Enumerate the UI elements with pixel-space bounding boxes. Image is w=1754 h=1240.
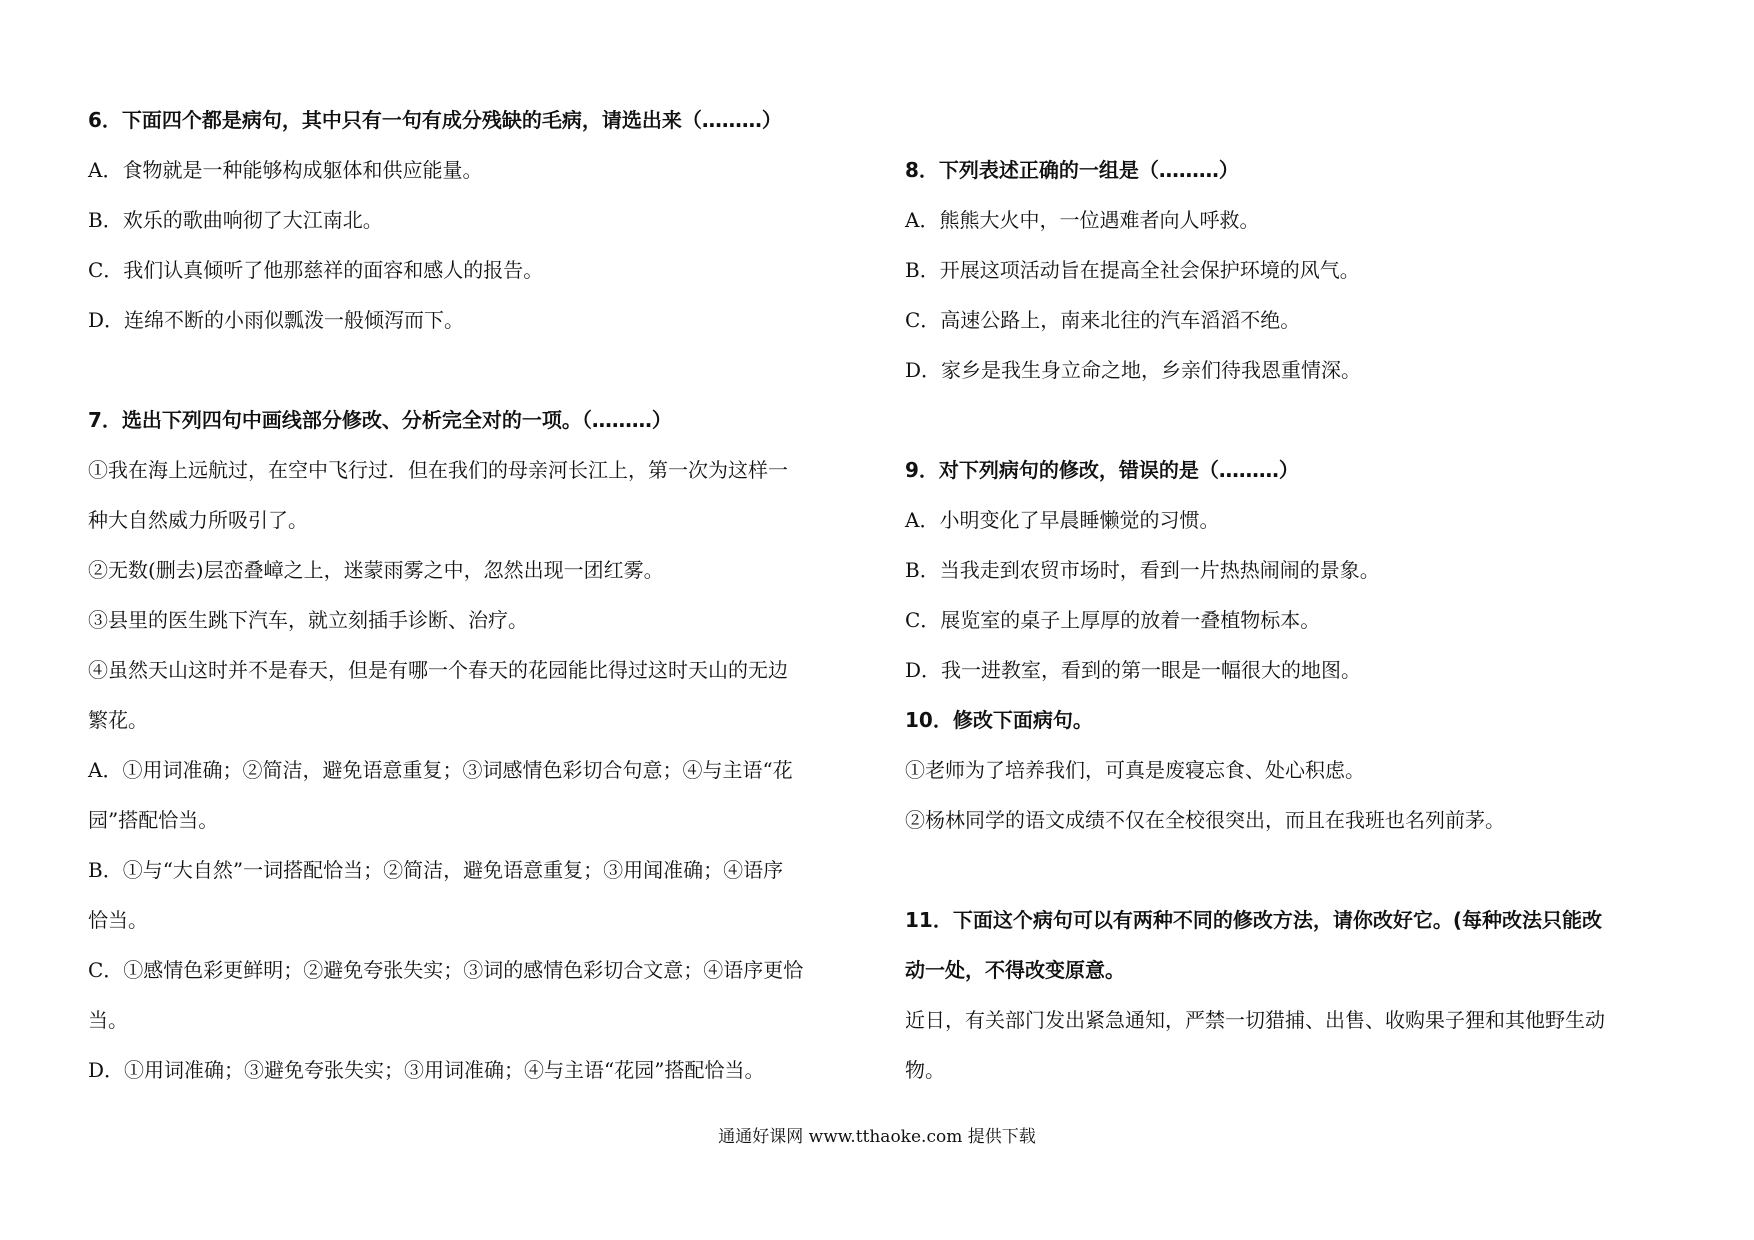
- question-6-option-c: C．我们认真倾听了他那慈祥的面容和感人的报告。: [88, 258, 544, 282]
- question-11-sentence-2: 物。: [905, 1058, 945, 1082]
- question-7-sentence-2: ②无数(删去)层峦叠嶂之上，迷蒙雨雾之中，忽然出现一团红雾。: [88, 558, 664, 582]
- right-column: [905, 145, 1685, 1095]
- question-7-option-c2: 当。: [88, 1008, 128, 1032]
- question-6-option-d: D．连绵不断的小雨似瓢泼一般倾泻而下。: [88, 308, 465, 332]
- question-7-sentence-1b: 种大自然威力所吸引了。: [88, 508, 308, 532]
- question-9-option-b: B．当我走到农贸市场时，看到一片热热闹闹的景象。: [905, 558, 1380, 582]
- question-9-option-d: D．我一进教室，看到的第一眼是一幅很大的地图。: [905, 658, 1362, 682]
- question-11-title-2: 动一处，不得改变原意。: [905, 958, 1125, 982]
- question-6-title: 6．下面四个都是病句，其中只有一句有成分残缺的毛病，请选出来（………）: [88, 108, 782, 132]
- question-9-title: 9．对下列病句的修改，错误的是（………）: [905, 458, 1299, 482]
- question-7-sentence-4a: ④虽然天山这时并不是春天，但是有哪一个春天的花园能比得过这时天山的无边: [88, 658, 788, 682]
- question-7-option-b1: B．①与“大自然”一词搭配恰当；②简洁，避免语意重复；③用闻准确；④语序: [88, 858, 784, 882]
- question-7-option-d: D．①用词准确；③避免夸张失实；③用词准确；④与主语“花园”搭配恰当。: [88, 1058, 765, 1082]
- question-8-option-d: D．家乡是我生身立命之地，乡亲们待我恩重情深。: [905, 358, 1362, 382]
- footer-text: 通通好课网 www.tthaoke.com 提供下载: [718, 1127, 1036, 1147]
- left-column: [88, 95, 878, 1095]
- question-6-option-a: A．食物就是一种能够构成躯体和供应能量。: [88, 158, 483, 182]
- question-10-sentence-2: ②杨林同学的语文成绩不仅在全校很突出，而且在我班也名列前茅。: [905, 808, 1505, 832]
- spacer: [88, 345, 878, 395]
- question-8-option-b: B．开展这项活动旨在提高全社会保护环境的风气。: [905, 258, 1360, 282]
- question-7-option-a1: A．①用词准确；②简洁，避免语意重复；③词感情色彩切合句意；④与主语“花: [88, 758, 793, 782]
- question-11-title-1: 11．下面这个病句可以有两种不同的修改方法，请你改好它。(每种改法只能改: [905, 908, 1602, 932]
- question-7-sentence-3: ③县里的医生跳下汽车，就立刻插手诊断、治疗。: [88, 608, 528, 632]
- spacer: [905, 395, 1685, 445]
- question-7-sentence-4b: 繁花。: [88, 708, 148, 732]
- question-11-sentence-1: 近日，有关部门发出紧急通知，严禁一切猎捕、出售、收购果子狸和其他野生动: [905, 1008, 1605, 1032]
- question-7-option-a2: 园”搭配恰当。: [88, 808, 219, 832]
- question-7-sentence-1a: ①我在海上远航过，在空中飞行过．但在我们的母亲河长江上，第一次为这样一: [88, 458, 788, 482]
- question-8-title: 8．下列表述正确的一组是（………）: [905, 158, 1239, 182]
- question-9-option-c: C．展览室的桌子上厚厚的放着一叠植物标本。: [905, 608, 1321, 632]
- question-7-option-c1: C．①感情色彩更鲜明；②避免夸张失实；③词的感情色彩切合文意；④语序更恰: [88, 958, 804, 982]
- question-7-option-b2: 恰当。: [88, 908, 148, 932]
- question-8-option-a: A．熊熊大火中，一位遇难者向人呼救。: [905, 208, 1260, 232]
- question-6-option-b: B．欢乐的歌曲响彻了大江南北。: [88, 208, 383, 232]
- question-10-sentence-1: ①老师为了培养我们，可真是废寝忘食、处心积虑。: [905, 758, 1365, 782]
- question-10-title: 10．修改下面病句。: [905, 708, 1093, 732]
- question-7-title: 7．选出下列四句中画线部分修改、分析完全对的一项。（………）: [88, 408, 672, 432]
- question-9-option-a: A．小明变化了早晨睡懒觉的习惯。: [905, 508, 1220, 532]
- question-8-option-c: C．高速公路上，南来北往的汽车滔滔不绝。: [905, 308, 1301, 332]
- spacer: [905, 845, 1685, 895]
